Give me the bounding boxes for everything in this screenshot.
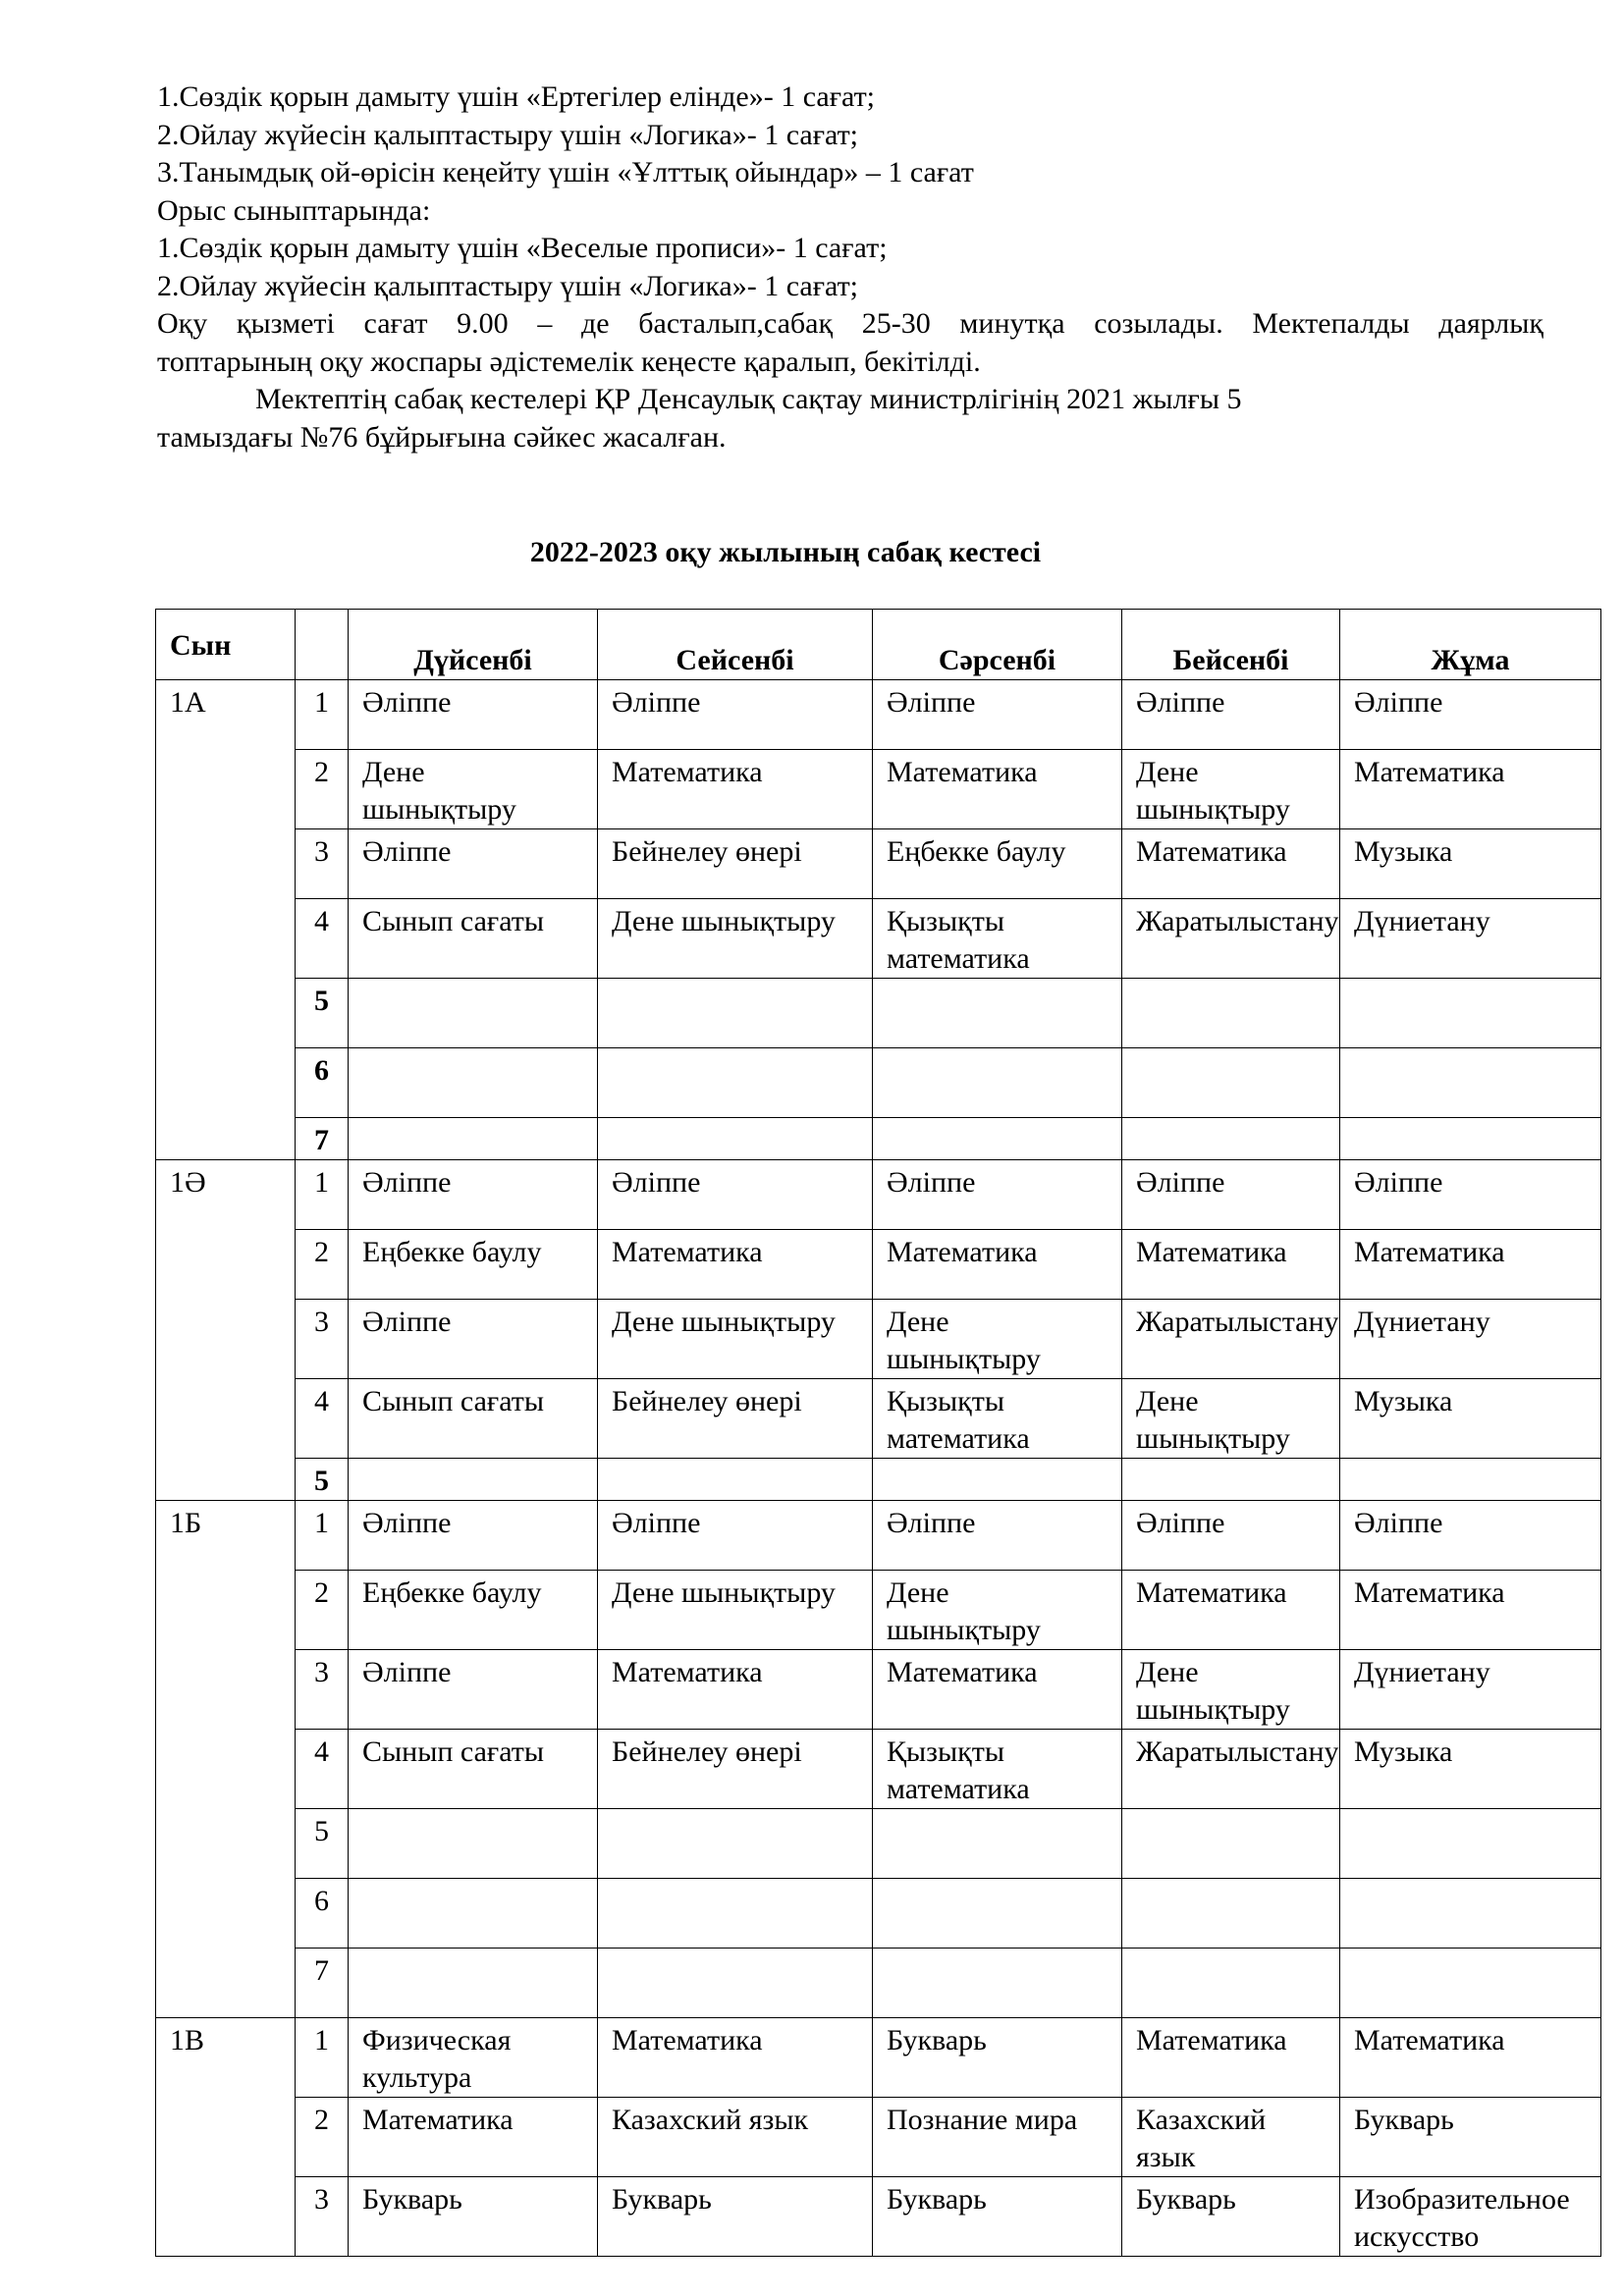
table-row (156, 899, 1601, 979)
table-row (156, 2177, 1601, 2257)
lesson-cell: Букварь (1340, 2098, 1601, 2177)
table-row (156, 1118, 1601, 1160)
lesson-cell: Дене шынықтыру (1122, 1379, 1340, 1459)
lesson-cell: Музыка (1340, 1379, 1601, 1459)
lesson-cell: Қызықты математика (873, 1730, 1122, 1809)
lesson-cell (598, 1048, 873, 1118)
lesson-cell (873, 1879, 1122, 1949)
lesson-number: 1 (296, 680, 349, 750)
table-row (156, 1571, 1601, 1650)
header-day: Жұма (1340, 610, 1601, 680)
lesson-cell: Әліппе (1340, 1501, 1601, 1571)
lesson-cell (873, 1118, 1122, 1160)
lesson-cell (598, 979, 873, 1048)
lesson-cell (1340, 1048, 1601, 1118)
lesson-cell (1122, 1949, 1340, 2018)
table-row (156, 1879, 1601, 1949)
lesson-cell: Еңбекке баулу (873, 829, 1122, 899)
lesson-cell: Бейнелеу өнері (598, 1379, 873, 1459)
lesson-cell: Әліппе (598, 680, 873, 750)
lesson-cell (598, 1118, 873, 1160)
lesson-cell (1340, 1118, 1601, 1160)
lesson-cell: Еңбекке баулу (349, 1230, 598, 1300)
lesson-cell: Сынып сағаты (349, 1379, 598, 1459)
table-row (156, 1230, 1601, 1300)
lesson-number: 4 (296, 1730, 349, 1809)
table-row (156, 1809, 1601, 1879)
lesson-cell: Әліппе (349, 1650, 598, 1730)
lesson-number: 4 (296, 899, 349, 979)
lesson-cell: Дене шынықтыру (1122, 750, 1340, 829)
lesson-number: 3 (296, 2177, 349, 2257)
lesson-cell: Әліппе (598, 1160, 873, 1230)
lesson-number: 5 (296, 979, 349, 1048)
table-row (156, 1949, 1601, 2018)
table-row (156, 680, 1601, 750)
lesson-cell (1122, 1118, 1340, 1160)
table-row (156, 1300, 1601, 1379)
lesson-cell: Әліппе (873, 1160, 1122, 1230)
lesson-cell: Жаратылыстану (1122, 899, 1340, 979)
lesson-number: 7 (296, 1949, 349, 2018)
lesson-cell: Казахский язык (598, 2098, 873, 2177)
lesson-cell: Әліппе (1122, 680, 1340, 750)
lesson-number: 7 (296, 1118, 349, 1160)
lesson-cell: Музыка (1340, 829, 1601, 899)
lesson-cell (598, 1879, 873, 1949)
lesson-cell: Дүниетану (1340, 1300, 1601, 1379)
lesson-cell: Математика (1122, 2018, 1340, 2098)
lesson-cell: Казахский язык (1122, 2098, 1340, 2177)
table-row (156, 1379, 1601, 1459)
lesson-number: 3 (296, 1650, 349, 1730)
lesson-cell: Әліппе (349, 1300, 598, 1379)
lesson-cell: Әліппе (873, 1501, 1122, 1571)
schedule-table (155, 609, 1601, 2257)
lesson-cell: Дене шынықтыру (598, 1571, 873, 1650)
lesson-cell (598, 1809, 873, 1879)
lesson-cell (873, 979, 1122, 1048)
lesson-cell: Изобразительное искусство (1340, 2177, 1601, 2257)
lesson-cell (873, 1809, 1122, 1879)
table-row (156, 1730, 1601, 1809)
lesson-cell: Математика (598, 1650, 873, 1730)
schedule-title: 2022-2023 оқу жылының сабақ кестесі (529, 536, 1042, 568)
lesson-cell: Математика (1122, 829, 1340, 899)
lesson-cell: Букварь (873, 2177, 1122, 2257)
lesson-cell: Әліппе (349, 829, 598, 899)
intro-line: 1.Сөздік қорын дамыту үшін «Веселые прописи»- 1 сағат; (157, 232, 888, 264)
lesson-cell (873, 1048, 1122, 1118)
lesson-number: 6 (296, 1879, 349, 1949)
intro-line: Орыс сыныптарында: (157, 193, 431, 227)
lesson-number: 2 (296, 1230, 349, 1300)
lesson-cell (1122, 1048, 1340, 1118)
lesson-cell: Дене шынықтыру (598, 899, 873, 979)
lesson-cell (1340, 1949, 1601, 2018)
lesson-cell: Қызықты математика (873, 1379, 1122, 1459)
lesson-number: 4 (296, 1379, 349, 1459)
lesson-cell (1122, 1809, 1340, 1879)
lesson-cell: Әліппе (1340, 680, 1601, 750)
lesson-cell: Әліппе (349, 680, 598, 750)
table-row (156, 1650, 1601, 1730)
class-name: 1Б (156, 1501, 296, 2018)
lesson-cell: Математика (1122, 1230, 1340, 1300)
lesson-cell (349, 1879, 598, 1949)
lesson-cell: Дене шынықтыру (873, 1571, 1122, 1650)
table-row (156, 2098, 1601, 2177)
table-row (156, 750, 1601, 829)
lesson-cell: Математика (598, 750, 873, 829)
lesson-cell: Познание мира (873, 2098, 1122, 2177)
lesson-cell (873, 1459, 1122, 1501)
lesson-cell (1340, 1809, 1601, 1879)
table-row (156, 2018, 1601, 2098)
lesson-cell: Математика (873, 1230, 1122, 1300)
lesson-number: 3 (296, 1300, 349, 1379)
lesson-cell: Еңбекке баулу (349, 1571, 598, 1650)
lesson-cell (598, 1949, 873, 2018)
lesson-cell: Дене шынықтыру (873, 1300, 1122, 1379)
lesson-cell: Математика (873, 1650, 1122, 1730)
lesson-cell (598, 1459, 873, 1501)
lesson-cell (1340, 1879, 1601, 1949)
lesson-cell: Әліппе (1122, 1160, 1340, 1230)
lesson-cell (349, 1949, 598, 2018)
intro-line: 3.Танымдық ой-өрісін кеңейту үшін «Ұлттық ойындар» – 1 сағат (157, 156, 974, 188)
header-day: Бейсенбі (1122, 610, 1340, 680)
intro-paragraph-line: Оқу қызметі сағат 9.00 – де басталып,сабақ 25-30 минутқа созылады. Мектепалды даярлық (157, 307, 1543, 340)
header-day: Сейсенбі (598, 610, 873, 680)
lesson-number: 3 (296, 829, 349, 899)
lesson-cell: Математика (873, 750, 1122, 829)
lesson-cell: Әліппе (598, 1501, 873, 1571)
lesson-cell (349, 1048, 598, 1118)
intro-text (157, 79, 1543, 456)
header-row (156, 610, 1601, 680)
lesson-number: 1 (296, 1160, 349, 1230)
lesson-number: 2 (296, 2098, 349, 2177)
lesson-number: 1 (296, 1501, 349, 1571)
lesson-cell (349, 1118, 598, 1160)
lesson-cell: Математика (1340, 1230, 1601, 1300)
lesson-cell: Жаратылыстану (1122, 1300, 1340, 1379)
lesson-cell: Букварь (873, 2018, 1122, 2098)
lesson-cell: Математика (598, 1230, 873, 1300)
lesson-cell (349, 979, 598, 1048)
lesson-cell: Жаратылыстану (1122, 1730, 1340, 1809)
lesson-cell: Әліппе (349, 1501, 598, 1571)
lesson-cell (1340, 1459, 1601, 1501)
lesson-cell (873, 1949, 1122, 2018)
lesson-cell: Әліппе (873, 680, 1122, 750)
lesson-cell: Әліппе (349, 1160, 598, 1230)
class-name: 1В (156, 2018, 296, 2257)
lesson-cell: Дене шынықтыру (1122, 1650, 1340, 1730)
lesson-number: 2 (296, 750, 349, 829)
header-lesson-number (296, 610, 349, 680)
header-day: Сәрсенбі (873, 610, 1122, 680)
intro-line: 2.Ойлау жүйесін қалыптастыру үшін «Логика»- 1 сағат; (157, 118, 859, 151)
class-name: 1Ә (156, 1160, 296, 1501)
lesson-cell: Букварь (598, 2177, 873, 2257)
intro-paragraph-line: Мектептің сабақ кестелері ҚР Денсаулық сақтау министрлігінің 2021 жылғы 5 (255, 383, 1242, 415)
lesson-cell: Бейнелеу өнері (598, 1730, 873, 1809)
lesson-cell: Сынып сағаты (349, 899, 598, 979)
header-day: Дүйсенбі (349, 610, 598, 680)
lesson-cell: Дүниетану (1340, 1650, 1601, 1730)
intro-paragraph-line: топтарының оқу жоспары әдістемелік кеңесте қаралып, бекітілді. (157, 345, 981, 378)
lesson-cell: Математика (1340, 750, 1601, 829)
lesson-number: 2 (296, 1571, 349, 1650)
lesson-cell: Сынып сағаты (349, 1730, 598, 1809)
lesson-cell: Дене шынықтыру (598, 1300, 873, 1379)
lesson-cell: Қызықты математика (873, 899, 1122, 979)
lesson-cell: Букварь (349, 2177, 598, 2257)
lesson-cell (349, 1459, 598, 1501)
lesson-cell: Математика (1340, 2018, 1601, 2098)
table-row (156, 979, 1601, 1048)
lesson-cell (1122, 1459, 1340, 1501)
lesson-cell: Физическая культура (349, 2018, 598, 2098)
lesson-cell: Букварь (1122, 2177, 1340, 2257)
lesson-number: 5 (296, 1459, 349, 1501)
lesson-cell: Математика (1122, 1571, 1340, 1650)
lesson-cell: Музыка (1340, 1730, 1601, 1809)
schedule-body (156, 680, 1601, 2257)
lesson-cell: Әліппе (1340, 1160, 1601, 1230)
lesson-cell: Математика (598, 2018, 873, 2098)
lesson-number: 5 (296, 1809, 349, 1879)
intro-line: 2.Ойлау жүйесін қалыптастыру үшін «Логика»- 1 сағат; (157, 269, 859, 302)
table-row (156, 1160, 1601, 1230)
lesson-cell: Дене шынықтыру (349, 750, 598, 829)
table-row (156, 1459, 1601, 1501)
lesson-cell (1340, 979, 1601, 1048)
lesson-cell: Бейнелеу өнері (598, 829, 873, 899)
lesson-cell: Математика (349, 2098, 598, 2177)
lesson-cell (349, 1809, 598, 1879)
lesson-number: 6 (296, 1048, 349, 1118)
lesson-cell (1122, 1879, 1340, 1949)
table-row (156, 1048, 1601, 1118)
intro-paragraph-line: тамыздағы №76 бұйрығына сәйкес жасалған. (157, 420, 727, 454)
intro-line: 1.Сөздік қорын дамыту үшін «Ертегілер елінде»- 1 сағат; (157, 80, 876, 113)
lesson-cell: Математика (1340, 1571, 1601, 1650)
lesson-cell: Әліппе (1122, 1501, 1340, 1571)
lesson-number: 1 (296, 2018, 349, 2098)
table-row (156, 829, 1601, 899)
class-name: 1А (156, 680, 296, 1160)
table-row (156, 1501, 1601, 1571)
lesson-cell: Дүниетану (1340, 899, 1601, 979)
header-class: Сын (156, 610, 296, 680)
lesson-cell (1122, 979, 1340, 1048)
